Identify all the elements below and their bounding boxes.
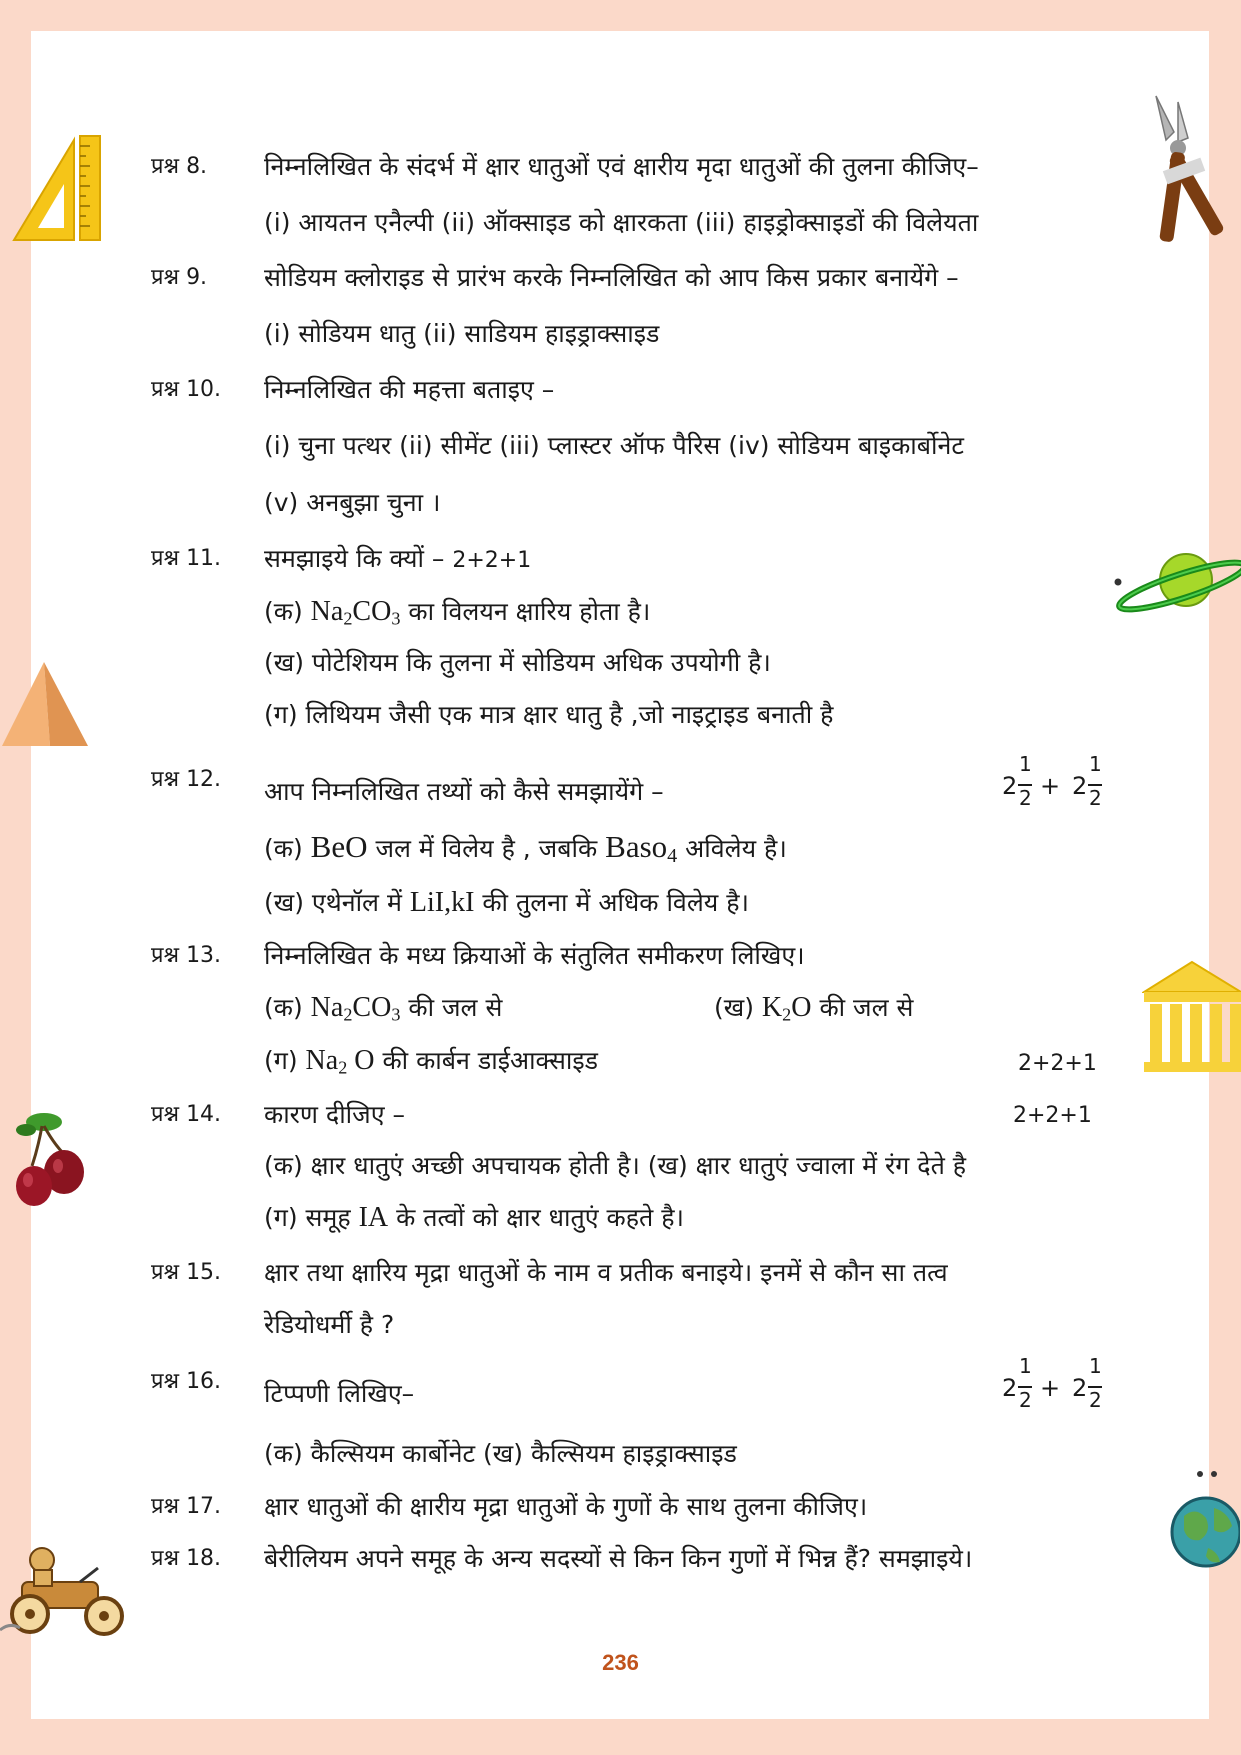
question-label: प्रश्न 12.: [151, 767, 222, 792]
question-label: प्रश्न 13.: [151, 943, 222, 968]
question-text: टिप्पणी लिखिए–: [264, 1379, 415, 1408]
question-12-part-a: (क) BeO जल में विलेय है , जबकि Baso$_4$ अविलेय है।: [264, 829, 787, 868]
question-9-parts: (i) सोडियम धातु (ii) साडियम हाइड्राक्साइड: [264, 319, 660, 348]
question-text: सोडियम क्लोराइड से प्रारंभ करके निम्नलिखित को आप किस प्रकार बनायेंगे –: [264, 263, 959, 292]
marks: 2+2+1: [1018, 1051, 1097, 1076]
formula: $Na_2$ O: [305, 1045, 375, 1078]
question-17: [151, 1487, 1111, 1527]
question-11-part-a: [264, 592, 650, 632]
question-11-part-b: (ख) पोटेशियम कि तुलना में सोडियम अधिक उपयोगी है।: [264, 648, 771, 677]
question-10: [151, 370, 1111, 410]
planet-icon: [1114, 548, 1241, 618]
formula: $K_2O$: [761, 992, 812, 1025]
question-10-part-v: (v) अनबुझा चुना ।: [264, 488, 441, 517]
page-number: 236: [602, 1650, 639, 1675]
question-11: [151, 539, 1111, 579]
marks: 2+2+1: [452, 548, 532, 573]
question-label: प्रश्न 14.: [151, 1102, 222, 1127]
question-text: बेरीलियम अपने समूह के अन्य सदस्यों से किन किन गुणों में भिन्न हैं? समझाइये।: [264, 1544, 973, 1573]
question-12: [151, 760, 1111, 806]
question-11-part-c: (ग) लिथियम जैसी एक मात्र क्षार धातु है ,जो नाइट्राइड बनाती है: [264, 700, 834, 729]
greek-temple-icon: [1142, 958, 1241, 1074]
question-label: प्रश्न 8.: [151, 154, 208, 179]
question-label: प्रश्न 18.: [151, 1546, 222, 1571]
question-label: प्रश्न 10.: [151, 377, 222, 402]
question-13: [151, 936, 1111, 976]
pruning-shears-icon: [1148, 92, 1240, 242]
question-label: प्रश्न 15.: [151, 1260, 222, 1285]
question-16-parts: (क) कैल्सियम कार्बोनेट (ख) कैल्सियम हाइड्राक्साइड: [264, 1439, 737, 1468]
question-text: क्षार तथा क्षारिय मृद्रा धातुओं के नाम व प्रतीक बनाइये। इनमें से कौन सा तत्व: [264, 1258, 948, 1287]
question-text: क्षार धातुओं की क्षारीय मृद्रा धातुओं के गुणों के साथ तुलना कीजिए।: [264, 1492, 868, 1521]
set-square-ruler-icon: [8, 132, 104, 244]
marks: 2+2+1: [1013, 1103, 1092, 1128]
question-18: [151, 1539, 1111, 1579]
question-8: [151, 147, 1111, 187]
question-text: निम्नलिखित की महत्ता बताइए –: [264, 375, 555, 404]
cherries-icon: [8, 1108, 88, 1208]
question-8-parts: (i) आयतन एनैल्पी (ii) ऑक्साइड को क्षारकता (iii) हाइड्रोक्साइडों की विलेयता: [264, 208, 979, 237]
question-9: [151, 258, 1111, 298]
formula: Baso$_4$: [605, 829, 678, 868]
formula: IA: [358, 1202, 389, 1233]
question-text: कारण दीजिए –: [264, 1100, 405, 1129]
question-13-part-b: (ख) $K_2O$ की जल से: [714, 992, 914, 1025]
question-label: प्रश्न 17.: [151, 1494, 222, 1519]
antique-car-icon: [0, 1532, 130, 1638]
question-14-parts: (क) क्षार धातुएं अच्छी अपचायक होती है। (ख) क्षार धातुएं ज्वाला में रंग देते है: [264, 1151, 967, 1180]
part-text: का विलयन क्षारिय होता है।: [408, 597, 651, 626]
question-label: प्रश्न 9.: [151, 265, 208, 290]
question-10-parts: (i) चुना पत्थर (ii) सीमेंट (iii) प्लास्टर ऑफ पैरिस (iv) सोडियम बाइकार्बोनेट: [264, 431, 965, 460]
question-12-part-b: (ख) एथेनॉल में LiI,kI की तुलना में अधिक विलेय है।: [264, 887, 749, 918]
question-16: [151, 1362, 1111, 1408]
formula: $Na_2CO_3$: [310, 596, 401, 629]
formula: $Na_2CO_3$: [310, 992, 401, 1025]
question-text: निम्नलिखित के संदर्भ में क्षार धातुओं एवं क्षारीय मृदा धातुओं की तुलना कीजिए–: [264, 152, 979, 181]
question-label: प्रश्न 11.: [151, 546, 222, 571]
question-13-part-a: (क) $Na_2CO_3$ की जल से: [264, 992, 503, 1025]
question-15-line-2: रेडियोधर्मी है ?: [264, 1310, 395, 1339]
question-15: [151, 1253, 1111, 1293]
part-label: (क): [264, 597, 303, 626]
formula: BeO: [310, 829, 368, 864]
question-14-part-c: (ग) समूह IA के तत्वों को क्षार धातुएं कहते है।: [264, 1202, 684, 1233]
question-text: निम्नलिखित के मध्य क्रियाओं के संतुलित समीकरण लिखिए।: [264, 941, 805, 970]
question-text: आप निम्नलिखित तथ्यों को कैसे समझायेंगे –: [264, 777, 664, 806]
question-text: [264, 539, 531, 581]
question-14: [151, 1095, 1111, 1135]
pyramid-icon: [0, 660, 90, 750]
question-label: प्रश्न 16.: [151, 1369, 222, 1394]
question-13-part-c: (ग) $Na_2$ O की कार्बन डाईआक्साइड: [264, 1045, 599, 1078]
globe-icon: [1170, 1468, 1240, 1572]
formula: LiI,kI: [409, 887, 475, 918]
question-text-main: समझाइये कि क्यों –: [264, 544, 445, 573]
